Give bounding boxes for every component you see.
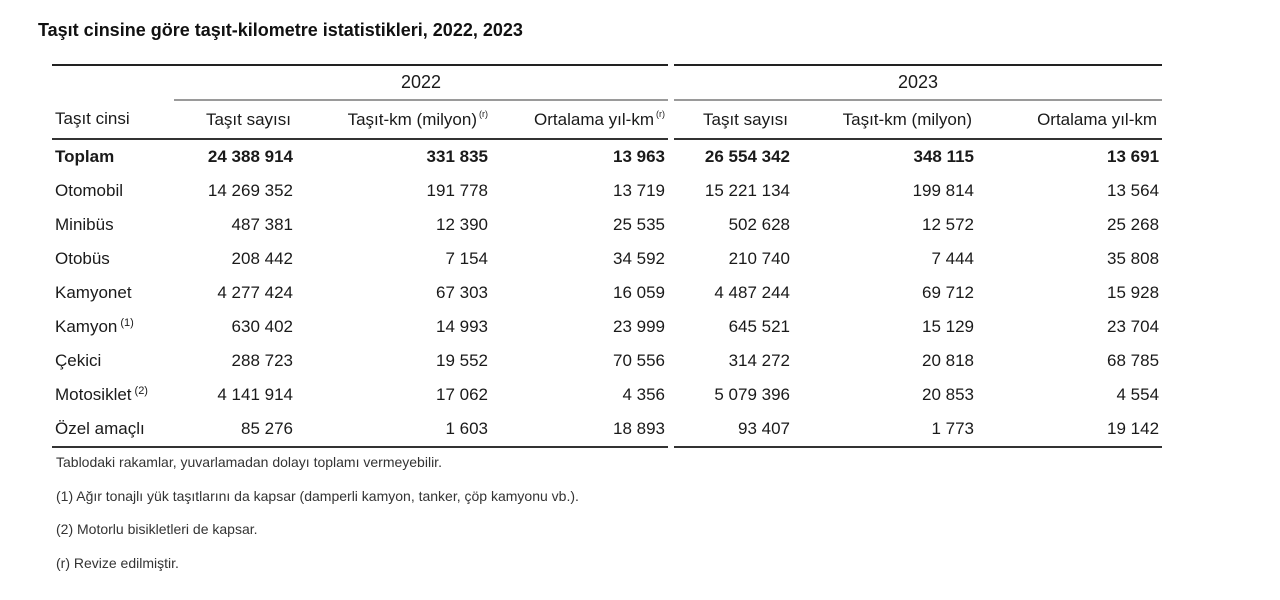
row-note-marker: (1) [120,317,134,329]
table-cell: 7 154 [445,249,488,268]
row-label: Kamyon $^{(1)}$ [55,317,134,336]
table-cell: 35 808 [1107,249,1160,268]
table-cell: 4 487 244 [671,276,793,310]
year-header-spacer [52,65,174,100]
table-cell: 13 719 [613,181,666,200]
column-header: Taşıt sayısı [174,100,296,139]
table-cell: 26 554 342 [671,139,793,174]
table-cell: 23 704 [1107,317,1160,336]
row-label: Motosiklet $^{(2)}$ [55,385,148,404]
table-cell: 1 773 [793,412,977,447]
column-header: Taşıt-km (milyon) [793,100,977,139]
table-cell: 13 963 [613,147,666,166]
table-cell: 68 785 [1107,351,1160,370]
column-header: Taşıt sayısı [671,100,793,139]
table-cell: 645 521 [671,310,793,344]
table-cell: 487 381 [231,215,293,234]
footnotes [56,454,579,588]
table-cell: 15 928 [1107,283,1160,302]
table-cell: 4 141 914 [217,385,293,404]
table-cell: 348 115 [913,147,975,166]
table-cell: 20 818 [922,351,975,370]
table-cell: 7 444 [931,249,975,268]
year-header-row [52,65,1162,100]
table-cell: 19 552 [436,351,488,370]
table-cell: 24 388 914 [207,147,293,166]
row-label: Özel amaçlı [52,412,174,447]
table-row [52,208,1162,242]
table-cell: 17 062 [436,385,488,404]
footnote: Tablodaki rakamlar, yuvarlamadan dolayı toplamı vermeyebilir. [56,454,442,470]
row-label: Çekici [55,351,102,370]
table-cell: 4 356 [622,385,666,404]
table-cell: 12 390 [436,215,488,234]
table-cell: 70 556 [613,351,666,370]
table-cell: 331 835 [426,147,488,166]
column-header-vehicle-type: Taşıt cinsi [52,100,174,139]
table-cell: 1 603 [296,412,491,447]
table-cell: 14 993 [436,317,488,336]
table-cell: 210 740 [671,242,793,276]
table-cell: 93 407 [671,412,793,447]
vehicle-km-table [52,64,1162,448]
table-cell: 208 442 [231,249,293,268]
column-header-row [52,100,1162,139]
table-row [52,242,1162,276]
table-cell: 5 079 396 [671,378,793,412]
footnote: (1) Ağır tonajlı yük taşıtlarını da kapsar (damperli kamyon, tanker, çöp kamyonu vb.). [56,487,579,504]
table-cell: 25 268 [1107,215,1160,234]
table-cell: 12 572 [922,215,975,234]
page-title: Taşıt cinsine göre taşıt-kilometre istatistikleri, 2022, 2023 [38,20,523,40]
column-header: Ortalama yıl-km $^{(r)}$ [491,100,671,139]
table-cell: 191 778 [426,181,488,200]
table-cell: 25 535 [613,215,666,234]
row-label: Kamyonet [55,283,132,302]
table-row [52,139,1162,174]
table-row [52,310,1162,344]
table-cell: 13 564 [1107,181,1160,200]
column-header: Ortalama yıl-km [977,100,1162,139]
table-cell: 288 723 [231,351,293,370]
table-cell: 16 059 [613,283,666,302]
row-label: Otomobil [55,181,124,200]
table-cell: 85 276 [174,412,296,447]
table-body [52,139,1162,447]
row-label: Otobüs [55,249,110,268]
table-cell: 19 142 [977,412,1162,447]
table-cell: 23 999 [613,317,666,336]
table-cell: 314 272 [671,344,793,378]
footnote: (r) Revize edilmiştir. [56,554,179,571]
table-cell: 15 221 134 [671,174,793,208]
table-cell: 67 303 [436,283,488,302]
table-cell: 502 628 [671,208,793,242]
year-header-2023: 2023 [671,65,1162,100]
table-cell: 13 691 [1107,147,1160,166]
table-cell: 34 592 [613,249,666,268]
table-cell: 4 554 [1116,385,1160,404]
statistics-table-container [52,64,1162,448]
table-cell: 18 893 [491,412,671,447]
year-header-2022: 2022 [174,65,671,100]
table-cell: 14 269 352 [207,181,293,200]
table-row [52,276,1162,310]
table-cell: 20 853 [922,385,975,404]
table-row [52,174,1162,208]
table-row [52,378,1162,412]
table-cell: 199 814 [912,181,975,200]
row-label: Toplam [55,147,115,166]
row-note-marker: (2) [134,385,148,397]
table-cell: 4 277 424 [217,283,293,302]
row-label: Minibüs [55,215,114,234]
table-cell: 69 712 [922,283,975,302]
footnote: (2) Motorlu bisikletleri de kapsar. [56,521,258,537]
table-row [52,344,1162,378]
table-cell: 630 402 [231,317,293,336]
table-row [52,412,1162,447]
table-cell: 15 129 [922,317,975,336]
column-header: Taşıt-km (milyon) $^{(r)}$ [296,100,491,139]
